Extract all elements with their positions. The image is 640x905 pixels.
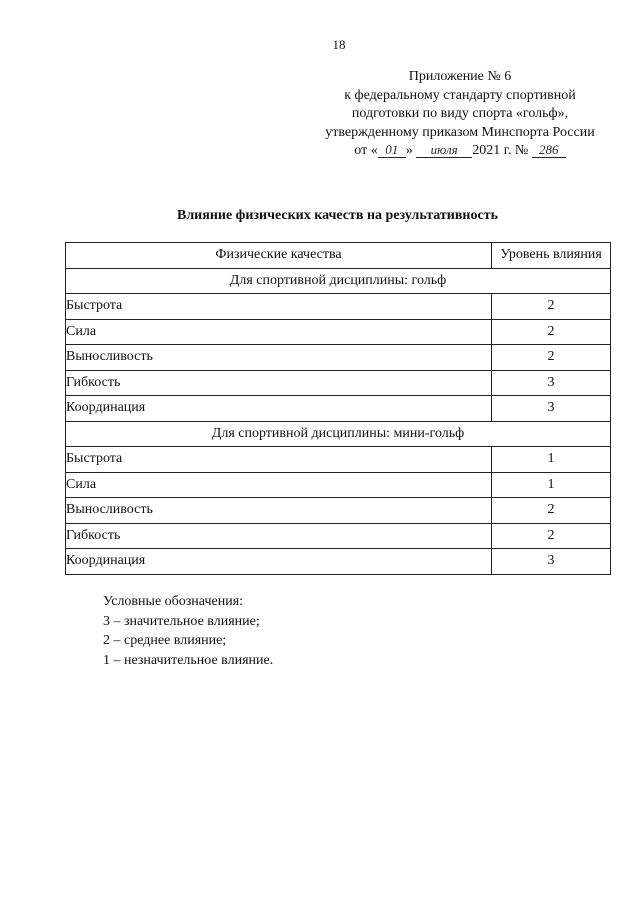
level-cell: 2 — [492, 345, 611, 371]
date-year-suffix: 2021 г. № — [472, 143, 529, 159]
quality-cell: Быстрота — [66, 294, 492, 320]
quality-cell: Сила — [66, 319, 492, 345]
quality-cell: Сила — [66, 472, 492, 498]
level-cell: 3 — [492, 370, 611, 396]
quality-cell: Выносливость — [66, 498, 492, 524]
quality-cell: Выносливость — [66, 345, 492, 371]
table-header-row — [66, 243, 611, 269]
level-cell: 1 — [492, 447, 611, 473]
table-row — [66, 549, 611, 575]
level-cell: 3 — [492, 396, 611, 422]
legend-item: 2 – среднее влияние; — [103, 633, 227, 648]
table-row — [66, 472, 611, 498]
date-day-close: » — [405, 143, 413, 159]
header-quality: Физические качества — [66, 243, 492, 269]
quality-cell: Быстрота — [66, 447, 492, 473]
level-cell: 1 — [492, 472, 611, 498]
appendix-title: Приложение № 6 — [408, 69, 512, 84]
table-row — [66, 345, 611, 371]
table-row — [66, 523, 611, 549]
level-cell: 2 — [492, 319, 611, 345]
appendix-line-4: утвержденному приказом Минспорта России — [325, 124, 595, 140]
quality-cell: Гибкость — [66, 370, 492, 396]
header-level: Уровень влияния — [492, 243, 611, 269]
handwritten-month: июля — [416, 143, 472, 158]
appendix-header — [310, 68, 610, 161]
group-title: Для спортивной дисциплины: мини-гольф — [66, 421, 611, 447]
table-row — [66, 447, 611, 473]
group-row — [66, 268, 611, 294]
quality-cell: Координация — [66, 396, 492, 422]
page-number: 18 — [332, 37, 346, 52]
legend — [103, 592, 273, 670]
group-row — [66, 421, 611, 447]
quality-cell: Гибкость — [66, 523, 492, 549]
handwritten-order-number: 286 — [532, 143, 566, 158]
table-row — [66, 319, 611, 345]
appendix-line-2: к федеральному стандарту спортивной — [344, 87, 576, 103]
legend-item: 1 – незначительное влияние. — [103, 652, 274, 668]
appendix-date-line — [310, 142, 610, 161]
document-title: Влияние физических качеств на результативность — [176, 208, 498, 223]
group-title: Для спортивной дисциплины: гольф — [66, 268, 611, 294]
table-row — [66, 370, 611, 396]
date-prefix: от « — [354, 143, 378, 159]
level-cell: 2 — [492, 498, 611, 524]
level-cell: 2 — [492, 523, 611, 549]
level-cell: 3 — [492, 549, 611, 575]
table-row — [66, 294, 611, 320]
table-row — [66, 396, 611, 422]
handwritten-day: 01 — [378, 143, 406, 158]
table-row — [66, 498, 611, 524]
legend-item: 3 – значительное влияние; — [103, 613, 260, 629]
legend-title: Условные обозначения: — [103, 594, 244, 609]
appendix-line-3: подготовки по виду спорта «гольф», — [351, 106, 569, 122]
impact-table — [65, 242, 611, 575]
level-cell: 2 — [492, 294, 611, 320]
quality-cell: Координация — [66, 549, 492, 575]
